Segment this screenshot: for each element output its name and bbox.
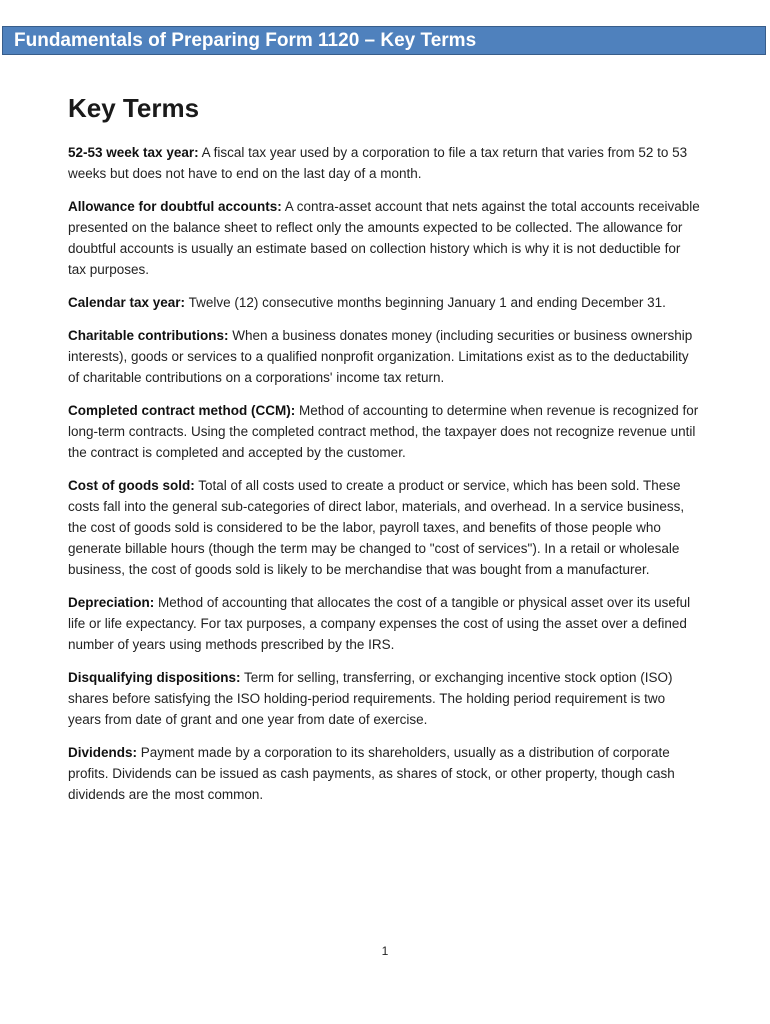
page-title: Key Terms: [68, 93, 200, 123]
term-definition: Total of all costs used to create a product or service, which has been sold. These costs fall into the general sub-categories of direct labor, materials, and overhead. In a service business, the cost of goods sold is considered to be the labor, payroll taxes, and benefits of those people who generate billable hours (though the term may be changed to "cost of services"). In a retail or wholesale business, the cost of goods sold is likely to be merchandise that was bought from a manufacturer.: [68, 478, 685, 577]
term-definition: Payment made by a corporation to its shareholders, usually as a distribution of corporate profits. Dividends can be issued as cash payments, as shares of stock, or other property, though cash dividends are the most common.: [68, 745, 675, 802]
term-52-53-week-tax-year: [68, 142, 700, 184]
term-definition: Term for selling, transferring, or exchanging incentive stock option (ISO) shares before satisfying the ISO holding-period requirements. The holding period requirement is two years from date of grant and one year from date of exercise.: [68, 670, 673, 727]
term-calendar-tax-year: [68, 292, 700, 313]
header-bar: [2, 26, 766, 55]
term-name: Completed contract method (CCM):: [68, 403, 296, 418]
term-name: 52-53 week tax year:: [68, 145, 199, 160]
term-definition: Method of accounting to determine when revenue is recognized for long-term contracts. Using the completed contract method, the taxpayer does not recognize revenue until the contract is completed and accepted by the customer.: [68, 403, 699, 460]
term-charitable-contributions: [68, 325, 700, 388]
term-definition: Twelve (12) consecutive months beginning January 1 and ending December 31.: [188, 295, 666, 310]
term-allowance-for-doubtful-accounts: [68, 196, 700, 280]
term-dividends: [68, 742, 700, 805]
term-definition: Method of accounting that allocates the cost of a tangible or physical asset over its useful life or life expectancy. For tax purposes, a company expenses the cost of using the asset over a defined number of years using methods prescribed by the IRS.: [68, 595, 691, 652]
term-name: Allowance for doubtful accounts:: [68, 199, 282, 214]
term-completed-contract-method: [68, 400, 700, 463]
document-title: Fundamentals of Preparing Form 1120 – Key Terms: [14, 30, 477, 51]
main-content: [68, 92, 700, 817]
term-definition: When a business donates money (including securities or business ownership interests), goods or services to a qualified nonprofit organization. Limitations exist as to the deductability of charitable contributions on a corporations' income tax return.: [68, 328, 693, 385]
page-number: 1: [381, 944, 389, 958]
term-definition: A contra-asset account that nets against the total accounts receivable presented on the balance sheet to reflect only the amounts expected to be collected. The allowance for doubtful accounts is usually an estimate based on collection history which is why it is not deductible for tax purposes.: [68, 199, 700, 277]
term-definition: A fiscal tax year used by a corporation to file a tax return that varies from 52 to 53 weeks but does not have to end on the last day of a month.: [68, 145, 688, 181]
term-name: Dividends:: [68, 745, 138, 760]
term-name: Cost of goods sold:: [68, 478, 195, 493]
term-name: Charitable contributions:: [68, 328, 229, 343]
term-depreciation: [68, 592, 700, 655]
term-name: Depreciation:: [68, 595, 155, 610]
term-name: Disqualifying dispositions:: [68, 670, 241, 685]
term-disqualifying-dispositions: [68, 667, 700, 730]
term-name: Calendar tax year:: [68, 295, 186, 310]
term-cost-of-goods-sold: [68, 475, 700, 580]
